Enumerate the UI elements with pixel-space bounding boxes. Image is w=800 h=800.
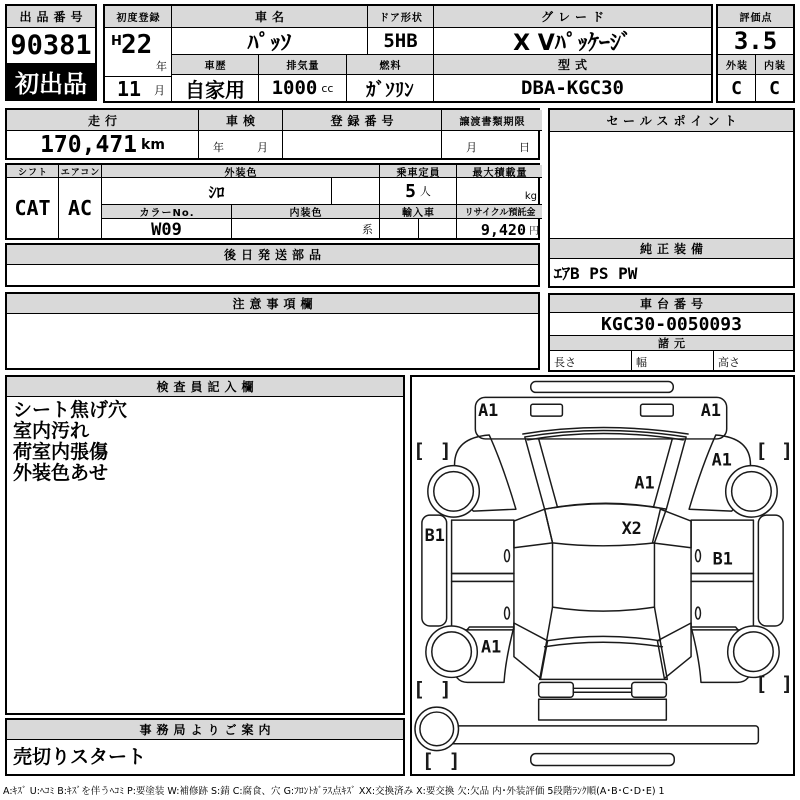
bracket: [ [412,439,425,463]
left-rear-door [452,581,514,629]
damage-label-a1-rear-quarter: A1 [481,636,502,657]
mileage-value: 170,471 [40,131,138,158]
registration-month-cell [105,77,172,101]
history-value: 自家用 [172,75,259,101]
spec-height-label: 高さ [718,356,740,369]
trunk-face [539,699,667,720]
office-value: 売切りスタート [13,746,147,768]
score-value: 3.5 [718,28,793,55]
front-right-wheel-inner [732,472,772,512]
interior-grade: C [769,77,780,99]
shaken-cell [199,131,283,158]
first-listing-badge: 初出品 [7,63,95,99]
headlight-right [641,404,674,416]
damage-label-b1-right-door: B1 [712,548,733,569]
damage-label-a1-front-left: A1 [478,400,499,421]
damage-label-a1-front-right: A1 [700,400,721,421]
shaken-year: 年 [213,141,224,154]
color-no-label: カラーNo. [102,205,232,219]
int-color-label: 内装色 [232,205,380,219]
capacity-unit: 人 [419,185,431,198]
fuel-value: ｶﾞｿﾘﾝ [347,75,434,101]
interior-label: 内装 [756,55,793,75]
damage-label-x2-hood: X2 [621,517,642,538]
exterior-grade: C [718,75,756,101]
transfer-month: 月 [466,141,477,154]
damage-label-a1-windshield: A1 [634,472,655,493]
displacement-unit: cc [321,81,334,95]
headlight-left [531,404,563,416]
c-pillar-left [514,623,548,678]
capacity-value: 5 [405,180,416,202]
grade-label: グレード [434,6,711,28]
registration-month: 11 [117,77,142,101]
windshield [525,431,686,510]
sales-point-body [550,132,793,238]
reg-number-cell [283,131,442,158]
mileage-table [5,108,540,160]
recycle-label: リサイクル預託金 [457,205,542,219]
import-cell-2 [419,219,457,240]
aircon-label: エアコン [59,165,102,178]
left-door-handle [505,607,510,619]
transfer-docs-label: 譲渡書類期限 [442,110,542,131]
a-pillar-left [514,509,553,548]
lot-box [5,4,97,101]
inspector-note: 荷室内張傷 [13,441,109,463]
model-code-value: DBA-KGC30 [521,77,624,99]
transfer-day: 日 [519,141,530,154]
damage-label-b1-left-sill: B1 [424,524,445,545]
office-label: 事務局よりご案内 [7,720,403,740]
bracket: [ [755,672,768,696]
registration-era: H [111,34,122,49]
lot-number: 90381 [10,30,92,61]
legend-line: A:ｷｽﾞ U:ﾍｺﾐ B:ｷｽﾞを伴うﾍｺﾐ P:要塗装 W:補修跡 S:錆 C:腐食、穴 G:ﾌﾛﾝﾄｶﾞﾗｽ点ｷｽﾞ XX:交換済み X:要交換 欠:欠品 内･外装評価 5段階ﾗﾝｸ順(A･B･C･D･E) 1 [3,786,665,797]
ext-color-value: ｼﾛ [102,178,332,205]
history-label: 車歴 [172,55,259,75]
damage-label-a1-right-fender: A1 [711,449,732,470]
inspector-note: シート焦げ穴 [13,399,128,421]
left-door-band [452,574,514,582]
score-label: 評価点 [718,6,793,28]
shaken-label: 車検 [199,110,283,131]
reg-number-label: 登録番号 [283,110,442,131]
inspector-notes [7,397,403,487]
inspector-note: 外装色あせ [13,462,109,484]
oem-value: ｴｱB PS PW [554,264,638,283]
spec-length-label: 長さ [550,351,632,370]
fuel-label: 燃料 [347,55,434,75]
bracket: ] [781,439,793,463]
mileage-cell [7,131,199,158]
registration-year-cell [105,28,172,77]
inspector-box [5,375,405,715]
color-no-value: W09 [102,219,232,240]
a-pillar-right [652,509,691,548]
rear-left-wheel-inner [432,632,472,672]
chassis-box [548,293,795,372]
tail-panel-line [573,688,631,692]
top-table [103,4,713,103]
registration-label: 初度登録 [105,6,172,28]
car-name-value: ﾊﾟｯｿ [172,28,368,55]
lot-label: 出品番号 [7,6,95,28]
bracket: [ [412,678,425,702]
registration-year: 22 [121,30,153,60]
score-box [716,4,795,103]
front-left-wheel-inner [434,472,474,512]
caution-label: 注意事項欄 [7,294,538,314]
recycle-value: 9,420 [480,221,526,239]
int-color-unit: 系 [362,223,373,236]
shift-value: CAT [7,178,59,238]
shaken-month: 月 [257,141,268,154]
bracket: [ [755,439,768,463]
max-load-unit: kg [524,191,537,202]
capacity-label: 乗車定員 [380,165,457,178]
specs-label: 諸元 [550,336,793,351]
registration-month-unit: 月 [154,84,165,97]
recycle-cell [457,219,542,240]
bracket: ] [439,439,452,463]
hood [545,504,667,546]
left-door-handle [505,550,510,562]
right-door-handle [696,607,701,619]
ext-color-label: 外装色 [102,165,380,178]
sales-point-label: セールスポイント [550,110,793,132]
tail-light-right [632,682,667,697]
recycle-unit: 円 [529,226,539,237]
bracket: [ [421,749,434,773]
car-name-label: 車名 [172,6,368,28]
right-sill-strip [758,515,783,626]
max-load-label: 最大積載量 [457,165,542,178]
registration-year-unit: 年 [156,60,167,73]
mileage-label: 走行 [7,110,199,131]
later-parts-box [5,243,540,287]
later-parts-body [7,265,538,286]
office-box [5,718,405,776]
caution-box [5,292,540,370]
chassis-label: 車台番号 [550,295,793,313]
capacity-cell [380,178,457,205]
import-label: 輸入車 [380,205,457,219]
mileage-unit: km [141,136,165,153]
front-bumper-bar [531,382,674,393]
bracket: ] [781,672,793,696]
spec-width-label: 幅 [632,351,714,370]
trunk-lid [540,642,668,680]
right-door-handle [696,550,701,562]
rear-bumper-band [447,726,759,744]
grade-value: X Vﾊﾟｯｹｰｼﾞ [434,28,711,55]
chassis-value: KGC30-0050093 [550,313,793,336]
shift-label: シフト [7,165,59,178]
front-panel-strip [475,397,726,439]
rear-bumper-bar [531,754,674,766]
max-load-cell [457,178,542,205]
rear-window-lower-line [545,642,663,646]
rear-window [547,607,661,641]
later-parts-label: 後日発送部品 [7,245,538,265]
door-label: ドア形状 [368,6,434,28]
inspector-label: 検査員記入欄 [7,377,403,397]
right-door-band [691,574,753,582]
oem-label: 純正装備 [550,238,793,259]
tail-light-left [539,682,574,697]
displacement-label: 排気量 [259,55,347,75]
model-code-label: 型式 [434,55,711,75]
color-table [5,163,540,240]
int-color-cell [232,219,380,240]
import-cell-1 [380,219,419,240]
damage-diagram-box [410,375,795,776]
car-top-view-diagram [412,377,793,774]
transfer-docs-cell [442,131,542,158]
rear-right-wheel-inner [734,632,774,672]
spare-tire-inner [420,712,454,746]
door-value: 5HB [368,28,434,55]
sales-point-box [548,108,795,288]
exterior-label: 外装 [718,55,756,75]
displacement-cell [259,75,347,101]
aircon-value: AC [59,178,102,238]
bracket: ] [439,678,452,702]
displacement-value: 1000 [271,77,318,99]
inspector-note: 室内汚れ [13,420,90,442]
right-rear-door [691,581,753,629]
bracket: ] [448,749,461,773]
left-front-door [452,520,514,573]
ext-color-extra-cell [332,178,380,205]
